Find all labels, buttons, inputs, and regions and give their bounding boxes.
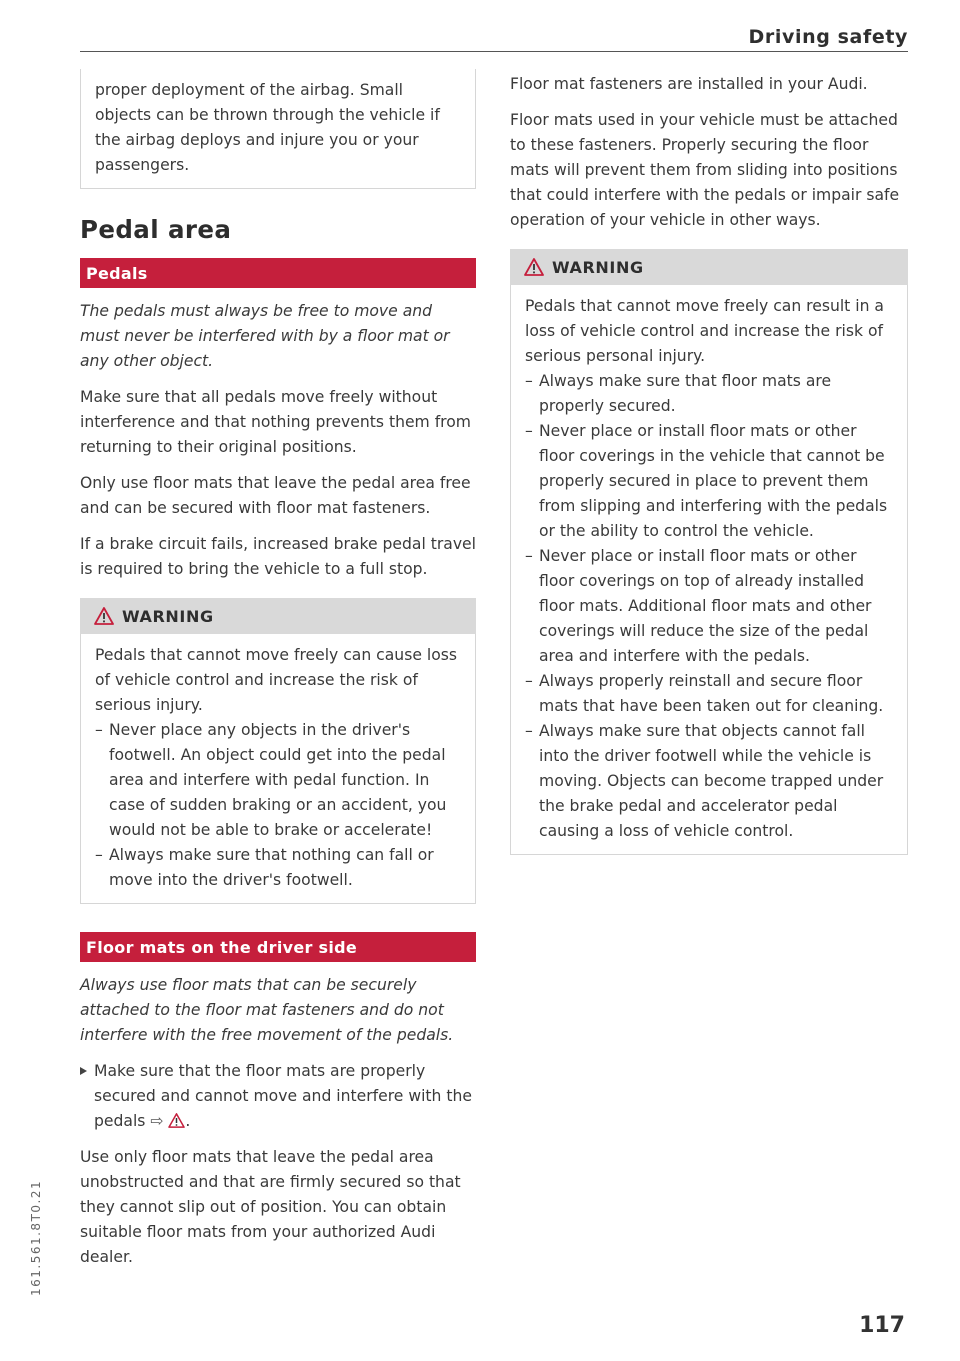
- pedals-warning: [80, 598, 476, 904]
- floor-mats-step: [80, 1059, 476, 1134]
- list-item: – Never place or install floor mats or other floor coverings on top of already installed floor mats. Additional floor mats and other coverings will reduce the size of the pedal area and interfere with the pedals.: [525, 544, 893, 669]
- warning-triangle-icon: [94, 607, 114, 625]
- warning-text: Pedals that cannot move freely can result in a loss of vehicle control and increase the risk of serious personal injury.: [525, 297, 884, 365]
- step-text: Make sure that the floor mats are properly secured and cannot move and interfere with the pedals: [94, 1062, 472, 1130]
- floor-mats-heading: Floor mats on the driver side: [80, 932, 476, 962]
- list-item: – Always properly reinstall and secure floor mats that have been taken out for cleaning.: [525, 669, 893, 719]
- warning-heading: [510, 249, 908, 285]
- right-column: [510, 72, 908, 855]
- warning-body: [80, 634, 476, 904]
- running-header: Driving safety: [748, 26, 908, 48]
- fasteners-paragraph-1: Floor mat fasteners are installed in your Audi.: [510, 75, 868, 93]
- pedals-paragraph-2: Only use floor mats that leave the pedal area free and can be secured with floor mat fasteners.: [80, 474, 471, 517]
- section-title: Pedal area: [80, 215, 232, 244]
- warning-body: [510, 285, 908, 855]
- list-item: – Always make sure that objects cannot fall into the driver footwell while the vehicle is moving. Objects can become trapped under the brake pedal and accelerator pedal causing a loss of vehicle control.: [525, 719, 893, 844]
- warning-triangle-icon: [168, 1113, 185, 1128]
- step-arrow-icon: [80, 1067, 87, 1075]
- warning-text: Pedals that cannot move freely can cause loss of vehicle control and increase the risk of serious injury.: [95, 646, 457, 714]
- pedals-paragraph-3: If a brake circuit fails, increased brake pedal travel is required to bring the vehicle to a full stop.: [80, 535, 476, 578]
- list-item: – Always make sure that floor mats are properly secured.: [525, 369, 893, 419]
- floor-mats-intro: Always use floor mats that can be securely attached to the floor mat fasteners and do not interfere with the free movement of the pedals.: [80, 976, 454, 1044]
- warning-title: WARNING: [122, 606, 214, 626]
- warning-heading: [80, 598, 476, 634]
- step-end: .: [185, 1112, 191, 1130]
- pedals-intro: The pedals must always be free to move and must never be interfered with by a floor mat or any other object.: [80, 302, 450, 370]
- list-item: – Never place or install floor mats or other floor coverings in the vehicle that cannot be properly secured in place to prevent them from slipping and interfering with the pedals or the ability to control the vehicle.: [525, 419, 893, 544]
- page-number: 117: [859, 1313, 905, 1338]
- left-column: [80, 72, 476, 1270]
- floor-mats-paragraph: Use only floor mats that leave the pedal area unobstructed and that are firmly secured so that they cannot slip out of position. You can obtain suitable floor mats from your authorized Audi dealer.: [80, 1148, 461, 1266]
- airbag-warning-text: proper deployment of the airbag. Small objects can be thrown through the vehicle if the airbag deploys and injure you or your passengers.: [95, 81, 440, 174]
- header-rule: [80, 51, 908, 52]
- fasteners-paragraph-2: Floor mats used in your vehicle must be attached to these fasteners. Properly securing the floor mats will prevent them from sliding into positions that could interfere with the pedals or impair safe operation of your vehicle in other ways.: [510, 111, 900, 229]
- warning-list: [525, 369, 893, 844]
- document-code: 161.561.8T0.21: [29, 1179, 43, 1296]
- list-item: – Never place any objects in the driver's footwell. An object could get into the pedal area and interfere with pedal function. In case of sudden braking or an accident, you would not be able to brake or accelerate!: [95, 718, 461, 843]
- pedals-paragraph-1: Make sure that all pedals move freely without interference and that nothing prevents them from returning to their original positions.: [80, 388, 471, 456]
- list-item: – Always make sure that nothing can fall or move into the driver's footwell.: [95, 843, 461, 893]
- reference-arrow: ⇨: [150, 1112, 164, 1130]
- warning-triangle-icon: [524, 258, 544, 276]
- warning-title: WARNING: [552, 257, 644, 277]
- warning-list: [95, 718, 461, 893]
- floor-mats-warning: [510, 249, 908, 855]
- pedals-heading: Pedals: [80, 258, 476, 288]
- airbag-warning-continued: [80, 69, 476, 189]
- cross-reference-link[interactable]: [150, 1112, 185, 1130]
